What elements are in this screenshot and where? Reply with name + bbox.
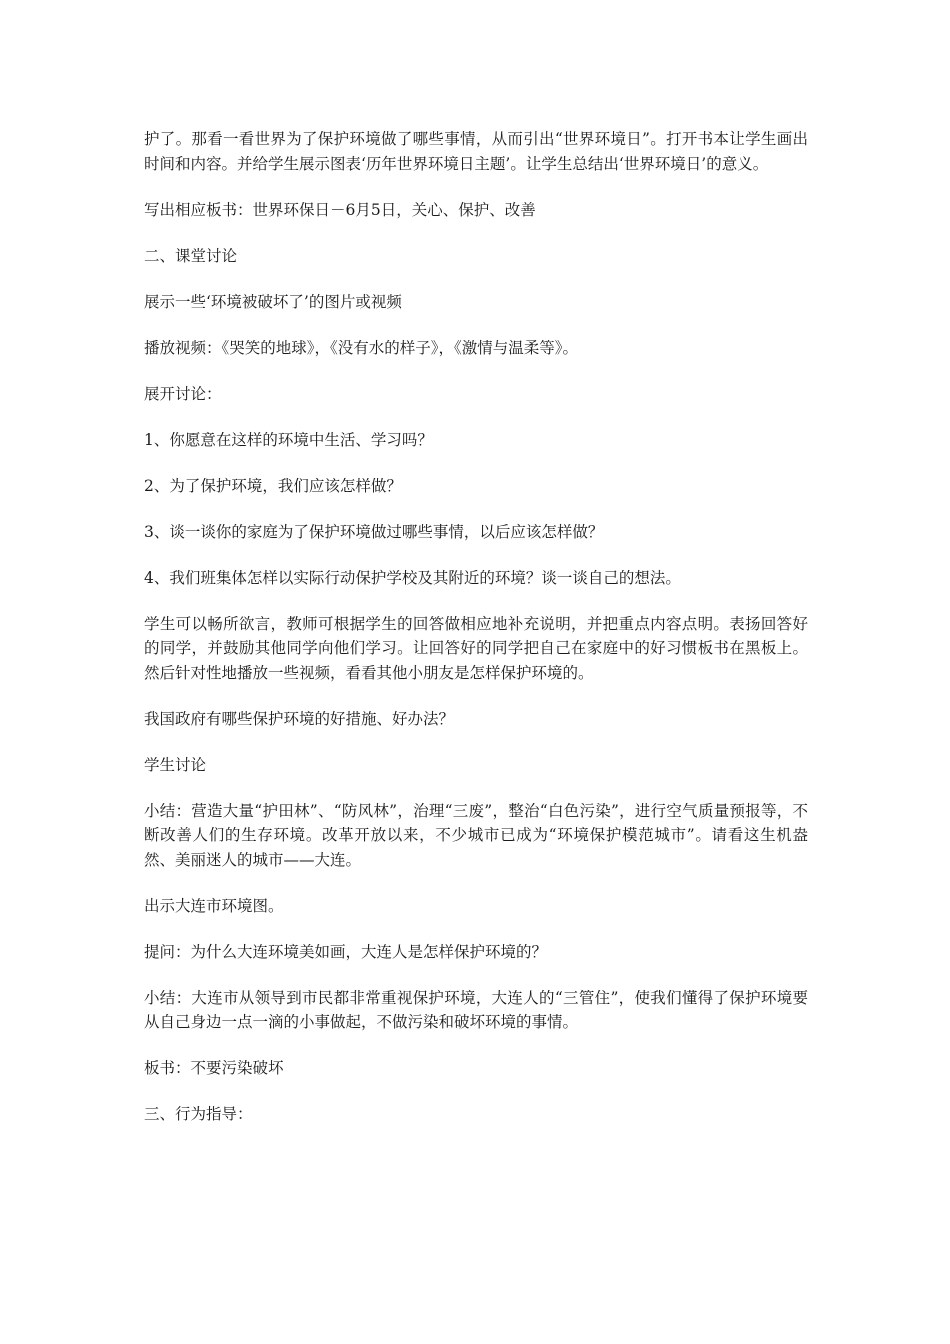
document-body: [144, 127, 808, 1148]
paragraph-play-videos: 播放视频：《哭笑的地球》，《没有水的样子》，《激情与温柔等》。: [144, 338, 579, 357]
paragraph-show-pictures: 展示一些‘环境被破坏了’的图片或视频: [144, 292, 402, 311]
question-item-4: 4、我们班集体怎样以实际行动保护学校及其附近的环境？谈一谈自己的想法。: [144, 568, 681, 587]
paragraph-show-dalian-map: 出示大连市环境图。: [144, 896, 284, 915]
section-heading-behavior-guidance: 三、行为指导：: [144, 1105, 253, 1123]
paragraph-board-note-no-pollution: 板书：不要污染破坏: [144, 1059, 284, 1077]
question-item-1: 1、你愿意在这样的环境中生活、学习吗？: [144, 430, 433, 449]
question-item-2: 2、为了保护环境，我们应该怎样做？: [144, 476, 402, 495]
paragraph-question-dalian: 提问：为什么大连环境美如画，大连人是怎样保护环境的？: [144, 942, 548, 961]
paragraph-world-environment-day-intro: 护了。那看一看世界为了保护环境做了哪些事情，从而引出“世界环境日”。打开书本让学生画出时间和内容。并给学生展示图表‘历年世界环境日主题’。让学生总结出‘世界环境日’的意义。: [144, 130, 808, 173]
question-item-3: 3、谈一谈你的家庭为了保护环境做过哪些事情，以后应该怎样做？: [144, 522, 604, 541]
paragraph-start-discussion: 展开讨论：: [144, 384, 222, 403]
section-heading-class-discussion: 二、课堂讨论: [144, 246, 238, 265]
paragraph-government-measures-question: 我国政府有哪些保护环境的好措施、好办法？: [144, 709, 455, 728]
paragraph-board-note-environment-day: 写出相应板书：世界环保日－6月5日，关心、保护、改善: [144, 200, 536, 219]
paragraph-summary-measures: 小结：营造大量“护田林”、“防风林”，治理“三废”，整治“白色污染”，进行空气质量预报等，不断改善人们的生存环境。改革开放以来，不少城市已成为“环境保护模范城市”。请看这生机盎然、美丽迷人的城市——大连。: [144, 801, 808, 869]
paragraph-summary-dalian: 小结：大连市从领导到市民都非常重视保护环境，大连人的“三管住”，使我们懂得了保护环境要从自己身边一点一滴的小事做起，不做污染和破坏环境的事情。: [144, 988, 808, 1031]
paragraph-teacher-guidance: 学生可以畅所欲言，教师可根据学生的回答做相应地补充说明，并把重点内容点明。表扬回答好的同学，并鼓励其他同学向他们学习。让回答好的同学把自己在家庭中的好习惯板书在黑板上。然后针对性地播放一些视频，看看其他小朋友是怎样保护环境的。: [144, 614, 808, 682]
paragraph-student-discussion: 学生讨论: [144, 755, 207, 774]
